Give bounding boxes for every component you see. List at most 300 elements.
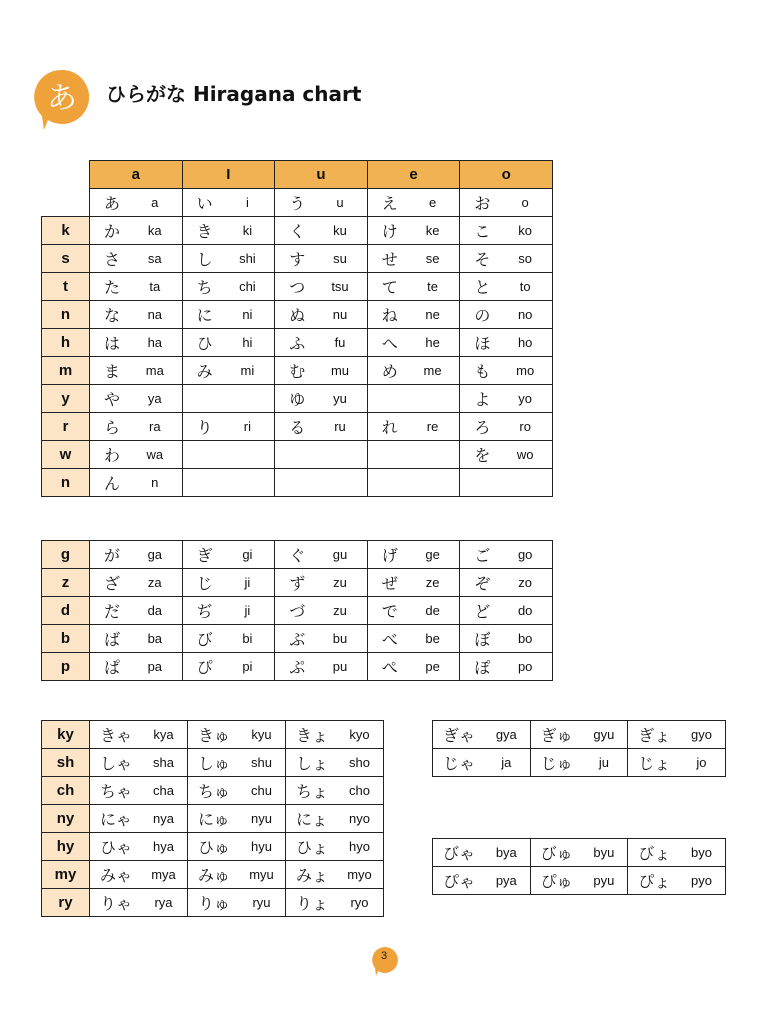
kana-glyph: を: [474, 446, 491, 465]
kana-cell: [460, 357, 553, 385]
kana-cell: [90, 273, 183, 301]
row-spacer: [42, 189, 90, 217]
kana-glyph: じ: [196, 574, 213, 593]
romaji-label: do: [517, 603, 533, 618]
kana-cell: [182, 541, 275, 569]
table-row: [42, 189, 553, 217]
kana-cell: [530, 749, 628, 777]
table-row: [42, 833, 384, 861]
kana-glyph: じゃ: [443, 754, 476, 773]
kana-glyph: ぜ: [381, 574, 398, 593]
kana-glyph: ほ: [474, 334, 491, 353]
kana-glyph: よ: [474, 390, 491, 409]
kana-glyph: ひ: [196, 334, 213, 353]
kana-glyph: は: [104, 334, 121, 353]
kana-cell: [367, 301, 460, 329]
kana-cell: [367, 625, 460, 653]
kana-glyph: い: [196, 194, 213, 213]
kana-glyph: しゃ: [100, 754, 133, 773]
row-consonant-label: my: [42, 861, 90, 889]
kana-cell: [182, 569, 275, 597]
table-row: [433, 867, 726, 895]
row-consonant-label: ky: [42, 721, 90, 749]
row-consonant-label: m: [42, 357, 90, 385]
table-row: [433, 839, 726, 867]
kana-cell: [460, 653, 553, 681]
kana-glyph: や: [104, 390, 121, 409]
kana-glyph: も: [474, 362, 491, 381]
kana-glyph: にゅ: [198, 810, 230, 829]
kana-glyph: ぱ: [104, 658, 121, 677]
romaji-label: bu: [332, 631, 348, 646]
kana-glyph: ふ: [289, 334, 306, 353]
kana-glyph: ちゃ: [100, 782, 133, 801]
table-row: [42, 273, 553, 301]
kana-cell: [628, 749, 726, 777]
romaji-label: sha: [153, 755, 174, 770]
kana-glyph: わ: [104, 446, 121, 465]
kana-cell: [90, 777, 188, 805]
kana-cell: [188, 721, 286, 749]
kana-glyph: ぐ: [289, 546, 306, 565]
kana-cell: [530, 721, 628, 749]
romaji-label: pu: [332, 659, 348, 674]
row-consonant-label: n: [42, 301, 90, 329]
kana-glyph: ぼ: [474, 630, 491, 649]
romaji-label: de: [425, 603, 440, 618]
kana-cell: [90, 245, 183, 273]
romaji-label: go: [517, 547, 533, 562]
romaji-label: byu: [593, 845, 615, 860]
kana-glyph: びゃ: [443, 844, 476, 863]
kana-glyph: こ: [474, 222, 491, 241]
empty-cell: [367, 469, 460, 497]
romaji-label: nyu: [251, 811, 272, 826]
kana-glyph: と: [474, 278, 491, 297]
row-consonant-label: b: [42, 625, 90, 653]
romaji-label: da: [147, 603, 163, 618]
kana-cell: [460, 329, 553, 357]
kana-cell: [275, 385, 368, 413]
romaji-label: tsu: [331, 279, 349, 294]
kana-cell: [90, 357, 183, 385]
kana-cell: [90, 721, 188, 749]
kana-cell: [460, 273, 553, 301]
kana-cell: [182, 273, 275, 301]
row-consonant-label: h: [42, 329, 90, 357]
kana-glyph: ぷ: [289, 658, 306, 677]
kana-glyph: で: [381, 602, 398, 621]
kana-cell: [275, 653, 368, 681]
kana-glyph: さ: [104, 250, 121, 269]
kana-cell: [286, 805, 384, 833]
dakuten-combination-table-g-j: [432, 720, 726, 777]
romaji-label: sa: [147, 251, 162, 266]
romaji-label: ba: [147, 631, 163, 646]
kana-glyph: ま: [104, 362, 121, 381]
kana-glyph: ん: [104, 474, 121, 493]
kana-cell: [367, 273, 460, 301]
romaji-label: kyu: [251, 727, 272, 742]
romaji-label: na: [147, 307, 163, 322]
kana-glyph: べ: [381, 630, 398, 649]
kana-cell: [460, 245, 553, 273]
romaji-label: se: [425, 251, 440, 266]
kana-cell: [367, 189, 460, 217]
kana-cell: [188, 889, 286, 917]
romaji-label: sho: [349, 755, 370, 770]
kana-glyph: ば: [104, 630, 121, 649]
romaji-label: pi: [242, 659, 253, 674]
empty-cell: [182, 441, 275, 469]
dakuten-table: [41, 540, 553, 681]
page-title: ひらがな Hiragana chart: [106, 82, 362, 106]
romaji-label: he: [425, 335, 440, 350]
kana-glyph: きゅ: [198, 726, 231, 745]
row-consonant-label: ry: [42, 889, 90, 917]
row-consonant-label: y: [42, 385, 90, 413]
kana-glyph: へ: [381, 334, 398, 353]
romaji-label: re: [426, 419, 439, 434]
romaji-label: hi: [242, 335, 253, 350]
romaji-label: kyo: [349, 727, 370, 742]
kana-glyph: りょ: [296, 894, 329, 913]
kana-glyph: にょ: [296, 810, 328, 829]
romaji-label: shi: [239, 251, 256, 266]
kana-cell: [90, 569, 183, 597]
kana-glyph: お: [474, 194, 491, 213]
kana-cell: [275, 625, 368, 653]
kana-cell: [460, 385, 553, 413]
kana-cell: [367, 357, 460, 385]
kana-cell: [367, 569, 460, 597]
romaji-label: zu: [333, 575, 347, 590]
kana-cell: [530, 867, 628, 895]
romaji-label: cha: [153, 783, 174, 798]
kana-glyph: ぎゃ: [443, 726, 476, 745]
kana-glyph: り: [196, 418, 213, 437]
kana-cell: [286, 861, 384, 889]
romaji-label: ka: [147, 223, 162, 238]
kana-cell: [182, 413, 275, 441]
kana-glyph: な: [104, 306, 121, 325]
kana-glyph: ざ: [104, 574, 121, 593]
romaji-label: fu: [334, 335, 346, 350]
empty-cell: [367, 441, 460, 469]
kana-glyph: ぞ: [474, 574, 491, 593]
kana-glyph: ゆ: [289, 390, 306, 409]
romaji-label: gya: [495, 727, 517, 742]
kana-glyph: ず: [289, 574, 306, 593]
romaji-label: ryo: [350, 895, 369, 910]
kana-glyph: す: [289, 250, 306, 269]
romaji-label: ga: [147, 547, 163, 562]
kana-glyph: ら: [104, 418, 121, 437]
romaji-label: ji: [244, 575, 251, 590]
kana-cell: [90, 413, 183, 441]
kana-cell: [188, 805, 286, 833]
kana-glyph: しゅ: [198, 754, 231, 773]
table-row: [42, 625, 553, 653]
kana-cell: [90, 833, 188, 861]
kana-cell: [460, 189, 553, 217]
kana-cell: [182, 189, 275, 217]
romaji-label: ha: [147, 335, 163, 350]
kana-glyph: が: [104, 546, 121, 565]
kana-cell: [182, 625, 275, 653]
romaji-label: bi: [242, 631, 253, 646]
romaji-label: myo: [347, 867, 372, 882]
table-row: [42, 749, 384, 777]
table-row: [42, 805, 384, 833]
kana-cell: [460, 625, 553, 653]
kana-glyph: び: [196, 630, 213, 649]
row-consonant-label: d: [42, 597, 90, 625]
romaji-label: gu: [332, 547, 348, 562]
combination-table: [41, 720, 384, 917]
kana-glyph: にゃ: [100, 810, 132, 829]
romaji-label: yu: [333, 391, 347, 406]
kana-glyph: む: [289, 362, 306, 381]
kana-glyph: ひょ: [296, 838, 329, 857]
kana-cell: [90, 861, 188, 889]
kana-glyph: ぎ: [196, 546, 213, 565]
kana-glyph: ぽ: [474, 658, 491, 677]
kana-glyph: ぴゃ: [443, 872, 476, 891]
romaji-label: ya: [147, 391, 162, 406]
kana-glyph: く: [289, 222, 306, 241]
kana-glyph: つ: [289, 278, 306, 297]
kana-cell: [275, 217, 368, 245]
empty-cell: [182, 469, 275, 497]
row-consonant-label: g: [42, 541, 90, 569]
kana-cell: [286, 721, 384, 749]
kana-cell: [182, 329, 275, 357]
romaji-label: ra: [149, 419, 161, 434]
kana-glyph: みょ: [296, 866, 329, 885]
kana-cell: [90, 329, 183, 357]
romaji-label: pyo: [691, 873, 712, 888]
row-consonant-label: z: [42, 569, 90, 597]
kana-cell: [275, 413, 368, 441]
page-number-badge: [370, 946, 398, 976]
table-row: [42, 385, 553, 413]
romaji-label: zu: [333, 603, 347, 618]
table-row: [42, 245, 553, 273]
romaji-label: mo: [516, 363, 535, 378]
romaji-label: za: [147, 575, 162, 590]
romaji-label: hyo: [349, 839, 370, 854]
kana-cell: [628, 839, 726, 867]
table-row: [42, 721, 384, 749]
romaji-label: ki: [242, 223, 253, 238]
romaji-label: chu: [251, 783, 272, 798]
kana-cell: [460, 441, 553, 469]
romaji-label: chi: [239, 279, 256, 294]
romaji-label: pa: [147, 659, 163, 674]
kana-cell: [90, 441, 183, 469]
kana-glyph: れ: [381, 418, 398, 437]
kana-glyph: しょ: [296, 754, 329, 773]
kana-glyph: に: [196, 306, 213, 325]
romaji-label: ji: [244, 603, 251, 618]
kana-cell: [90, 301, 183, 329]
romaji-label: ro: [519, 419, 531, 434]
table-row: [433, 749, 726, 777]
kana-cell: [188, 777, 286, 805]
kana-cell: [367, 653, 460, 681]
romaji-label: ryu: [252, 895, 271, 910]
kana-glyph: ぢ: [196, 602, 213, 621]
table-row: [42, 217, 553, 245]
kana-glyph: ちょ: [296, 782, 329, 801]
kana-glyph: ご: [474, 546, 491, 565]
romaji-label: mi: [240, 363, 255, 378]
romaji-label: bya: [495, 845, 517, 860]
kana-glyph: ぬ: [289, 306, 306, 325]
row-consonant-label: ch: [42, 777, 90, 805]
kana-glyph: きょ: [296, 726, 329, 745]
romaji-label: ri: [243, 419, 251, 434]
romaji-label: ni: [242, 307, 253, 322]
romaji-label: ge: [425, 547, 440, 562]
row-consonant-label: t: [42, 273, 90, 301]
kana-glyph: ちゅ: [198, 782, 231, 801]
romaji-label: u: [336, 195, 344, 210]
kana-glyph: ぴ: [196, 658, 213, 677]
romaji-label: ja: [501, 755, 512, 770]
kana-glyph: ひゃ: [100, 838, 133, 857]
kana-glyph: み: [196, 362, 213, 381]
romaji-label: o: [521, 195, 529, 210]
kana-glyph: きゃ: [100, 726, 133, 745]
romaji-label: mu: [330, 363, 350, 378]
kana-cell: [433, 839, 531, 867]
kana-glyph: じょ: [638, 754, 671, 773]
romaji-label: ma: [145, 363, 164, 378]
table-row: [42, 357, 553, 385]
romaji-label: byo: [691, 845, 712, 860]
kana-glyph: し: [196, 250, 213, 269]
romaji-label: nyo: [349, 811, 370, 826]
table-row: [42, 597, 553, 625]
kana-cell: [275, 597, 368, 625]
kana-cell: [90, 189, 183, 217]
romaji-label: kya: [153, 727, 174, 742]
kana-cell: [182, 217, 275, 245]
kana-cell: [182, 301, 275, 329]
row-consonant-label: r: [42, 413, 90, 441]
empty-cell: [182, 385, 275, 413]
kana-cell: [367, 329, 460, 357]
logo-glyph: あ: [47, 81, 77, 116]
romaji-label: po: [517, 659, 533, 674]
romaji-label: su: [333, 251, 347, 266]
empty-cell: [275, 469, 368, 497]
empty-cell: [367, 385, 460, 413]
kana-glyph: ぎょ: [638, 726, 671, 745]
vowel-header-row: [42, 161, 553, 189]
row-consonant-label: p: [42, 653, 90, 681]
corner-spacer: [42, 161, 90, 189]
kana-cell: [286, 833, 384, 861]
kana-cell: [460, 413, 553, 441]
romaji-label: ze: [425, 575, 440, 590]
romaji-label: gyu: [593, 727, 615, 742]
kana-cell: [460, 569, 553, 597]
kana-cell: [460, 541, 553, 569]
kana-cell: [90, 653, 183, 681]
kana-cell: [90, 541, 183, 569]
kana-cell: [90, 385, 183, 413]
kana-cell: [182, 357, 275, 385]
kana-glyph: せ: [381, 250, 398, 269]
kana-cell: [275, 569, 368, 597]
kana-cell: [90, 889, 188, 917]
kana-cell: [367, 245, 460, 273]
romaji-label: so: [518, 251, 533, 266]
romaji-label: ju: [598, 755, 609, 770]
kana-cell: [90, 469, 183, 497]
kana-cell: [90, 805, 188, 833]
kana-cell: [90, 625, 183, 653]
main-hiragana-table: [41, 160, 553, 497]
kana-glyph: みゃ: [100, 866, 133, 885]
kana-cell: [275, 189, 368, 217]
dakuten-combination-table-b-p: [432, 838, 726, 895]
romaji-label: hya: [153, 839, 174, 854]
romaji-label: nu: [332, 307, 348, 322]
kana-cell: [188, 749, 286, 777]
romaji-label: ne: [425, 307, 440, 322]
kana-cell: [188, 861, 286, 889]
romaji-label: yo: [518, 391, 533, 406]
vowel-column-header: e: [367, 161, 460, 189]
kana-glyph: あ: [104, 194, 121, 213]
kana-cell: [90, 217, 183, 245]
kana-cell: [286, 889, 384, 917]
kana-cell: [628, 721, 726, 749]
romaji-label: jo: [696, 755, 707, 770]
kana-cell: [628, 867, 726, 895]
romaji-label: cho: [349, 783, 370, 798]
kana-glyph: みゅ: [198, 866, 231, 885]
vowel-column-header: u: [275, 161, 368, 189]
romaji-label: be: [425, 631, 440, 646]
row-consonant-label: hy: [42, 833, 90, 861]
row-consonant-label: w: [42, 441, 90, 469]
kana-cell: [286, 749, 384, 777]
romaji-label: rya: [154, 895, 173, 910]
kana-cell: [182, 597, 275, 625]
romaji-label: ko: [518, 223, 533, 238]
kana-glyph: そ: [474, 250, 491, 269]
row-consonant-label: s: [42, 245, 90, 273]
kana-cell: [460, 301, 553, 329]
romaji-label: gi: [242, 547, 253, 562]
kana-glyph: ひゅ: [198, 838, 231, 857]
kana-glyph: りゃ: [100, 894, 133, 913]
kana-glyph: ど: [474, 602, 491, 621]
table-row: [42, 469, 553, 497]
vowel-column-header: I: [182, 161, 275, 189]
table-row: [42, 301, 553, 329]
kana-glyph: ろ: [474, 418, 491, 437]
table-row: [42, 413, 553, 441]
kana-cell: [433, 867, 531, 895]
kana-glyph: ぺ: [381, 658, 398, 677]
table-row: [42, 569, 553, 597]
